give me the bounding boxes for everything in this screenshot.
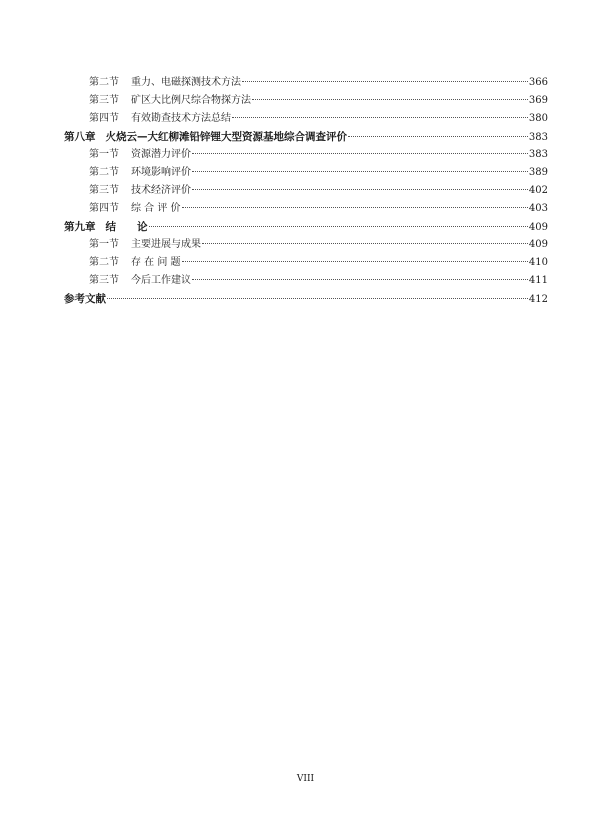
toc-entry-page-number: 411 <box>528 275 548 286</box>
dot-leader <box>232 117 528 118</box>
toc-entry-title: 技术经济评价 <box>131 185 191 196</box>
toc-entry-number: 第三节 <box>89 275 119 286</box>
toc-entry-number: 第二节 <box>89 167 119 178</box>
toc-entry-title: 主要进展与成果 <box>131 239 201 250</box>
dot-leader <box>192 279 528 280</box>
toc-entry-number: 第三节 <box>89 95 119 106</box>
dot-leader <box>192 189 528 190</box>
toc-entry-title: 重力、电磁探测技术方法 <box>131 77 241 88</box>
dot-leader <box>192 171 528 172</box>
toc-section-entry[interactable] <box>64 146 548 164</box>
toc-entry-title: 有效勘查技术方法总结 <box>131 113 231 124</box>
toc-entry-page-number: 402 <box>528 185 548 196</box>
toc-entry-number: 第一节 <box>89 239 119 250</box>
toc-section-entry[interactable] <box>64 182 548 200</box>
dot-leader <box>182 207 528 208</box>
toc-entry-number: 第二节 <box>89 77 119 88</box>
toc-section-entry[interactable] <box>64 74 548 92</box>
toc-entry-page-number: 409 <box>528 239 548 250</box>
toc-section-entry[interactable] <box>64 110 548 128</box>
toc-entry-page-number: 403 <box>528 203 548 214</box>
dot-leader <box>242 81 528 82</box>
toc-entry-title: 参考文献 <box>64 293 106 305</box>
toc-section-entry[interactable] <box>64 200 548 218</box>
toc-entry-title: 火烧云—大红柳滩铅锌锂大型资源基地综合调查评价 <box>105 131 347 143</box>
toc-entry-number: 第八章 <box>64 131 96 143</box>
toc-entry-title: 存 在 问 题 <box>131 257 181 268</box>
toc-entry-title: 资源潜力评价 <box>131 149 191 160</box>
toc-chapter-entry[interactable] <box>64 218 548 236</box>
toc-section-entry[interactable] <box>64 254 548 272</box>
toc-entry-number: 第三节 <box>89 185 119 196</box>
toc-entry-title: 结 论 <box>105 221 148 233</box>
toc-entry-number: 第二节 <box>89 257 119 268</box>
toc-entry-page-number: 366 <box>528 77 548 88</box>
toc-section-entry[interactable] <box>64 92 548 110</box>
table-of-contents <box>64 74 548 308</box>
toc-entry-number: 第九章 <box>64 221 96 233</box>
toc-entry-page-number: 412 <box>528 294 548 305</box>
toc-entry-number: 第四节 <box>89 113 119 124</box>
toc-entry-title: 综 合 评 价 <box>131 203 181 214</box>
toc-entry-page-number: 410 <box>528 257 548 268</box>
toc-chapter-entry[interactable] <box>64 128 548 146</box>
page-number-footer: VIII <box>296 774 315 784</box>
toc-entry-number: 第一节 <box>89 149 119 160</box>
toc-entry-page-number: 383 <box>528 132 548 143</box>
toc-entry-title: 环境影响评价 <box>131 167 191 178</box>
dot-leader <box>192 153 528 154</box>
dot-leader <box>149 226 528 227</box>
dot-leader <box>182 261 528 262</box>
toc-entry-page-number: 409 <box>528 222 548 233</box>
toc-entry-page-number: 383 <box>528 149 548 160</box>
dot-leader <box>202 243 528 244</box>
toc-section-entry[interactable] <box>64 164 548 182</box>
toc-section-entry[interactable] <box>64 272 548 290</box>
toc-entry-page-number: 369 <box>528 95 548 106</box>
toc-entry-title: 今后工作建议 <box>131 275 191 286</box>
dot-leader <box>252 99 528 100</box>
toc-entry-page-number: 380 <box>528 113 548 124</box>
toc-entry-number: 第四节 <box>89 203 119 214</box>
toc-chapter-entry[interactable] <box>64 290 548 308</box>
dot-leader <box>107 298 528 299</box>
toc-entry-page-number: 389 <box>528 167 548 178</box>
dot-leader <box>348 136 528 137</box>
toc-section-entry[interactable] <box>64 236 548 254</box>
toc-entry-title: 矿区大比例尺综合物探方法 <box>131 95 251 106</box>
